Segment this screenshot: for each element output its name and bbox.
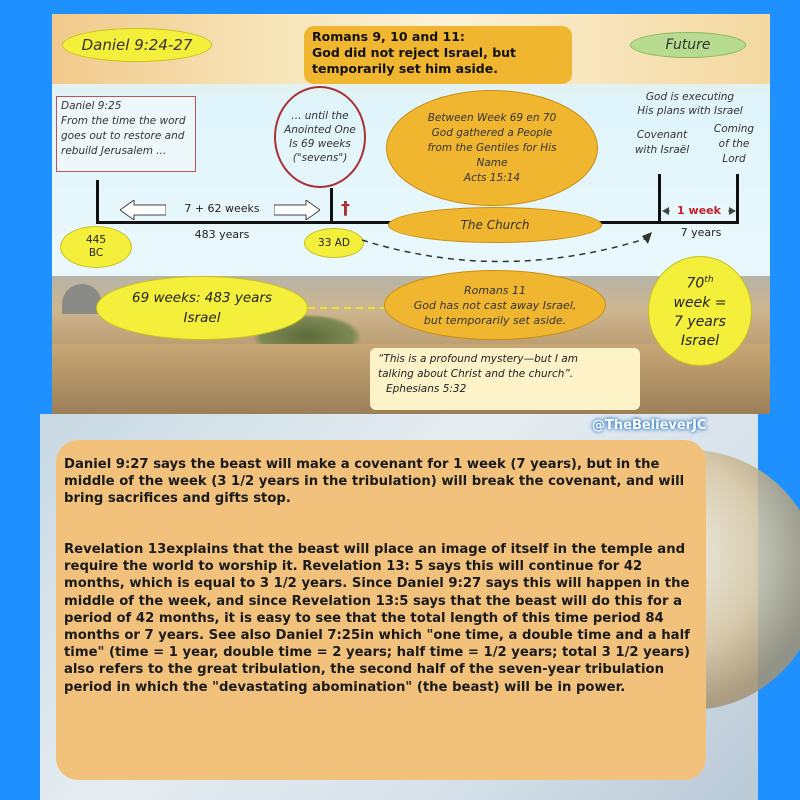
romans-header-line3: temporarily set him aside.: [312, 61, 498, 76]
executing-text: [620, 90, 760, 118]
coming-line3: Lord: [722, 153, 746, 165]
anointed-line2: Anointed One: [284, 124, 356, 136]
israel-line2: Israel: [183, 310, 221, 326]
week70-number: 70: [686, 275, 705, 292]
weeks-label: 7 + 62 weeks: [184, 202, 260, 215]
paragraph-covenant: Daniel 9:27 says the beast will make a covenant for 1 week (7 years), but in the middle of the week (3 1/2 years in the tribulation) will break the covenant, and will bring sacrifices and gifts stop.: [64, 457, 685, 507]
timeline-diagram: [52, 14, 770, 414]
daniel-925-box: [56, 96, 196, 172]
covenant-tick: [658, 174, 661, 224]
coming-text: [704, 122, 764, 167]
romans11-line1: Romans 11: [463, 283, 527, 297]
anointed-line1: ... until the: [291, 110, 349, 122]
romans-header-box: [304, 26, 572, 84]
future-label: Future: [665, 37, 711, 53]
israel-connector: [308, 304, 388, 312]
future-oval: [630, 32, 746, 58]
author-handle: @TheBelieverJC: [592, 418, 707, 433]
paragraph-revelation: Revelation 13explains that the beast will place an image of itself in the temple and require the world to worship it. Revelation 13: 5 says this will continue for 42 months, which is equal to 3 1/2 years. Since Daniel 9:27 says this will happen in the middle of the week, and since Revelation 13:5 says that the beast will do this for a period of 42 months, it is easy to see that the total length of this time period 84 months or 7 years. See also Daniel 7:25in which "one time, a double time and a half time" (time = 1 year, double time = 2 years; half time = 1/2 years; total 3 1/2 years) also refers to the great tribulation, the second half of the seven-year tribulation period in which the "devastating abomination" (the beast) will be in power.: [64, 542, 690, 695]
ephesians-quote-box: [370, 348, 640, 410]
week70-line1: [686, 271, 713, 294]
anointed-line3: Is 69 weeks: [289, 138, 351, 150]
years-label: 483 years: [194, 228, 250, 241]
gentiles-oval: [386, 90, 598, 206]
gentiles-line5: Acts 15:14: [463, 171, 521, 184]
church-dashed-arrow: [352, 224, 662, 274]
romans-header-line2: God did not reject Israel, but: [312, 45, 517, 60]
daniel-925-line4: rebuild Jerusalem ...: [61, 145, 167, 157]
covenant-text: [622, 128, 702, 158]
gentiles-line2: God gathered a People: [431, 126, 553, 139]
gentiles-line1: Between Week 69 en 70: [427, 111, 557, 124]
romans11-line3: but temporarily set aside.: [423, 313, 567, 327]
cross-icon: †: [341, 198, 350, 219]
romans11-line2: God has not cast away Israel,: [413, 298, 577, 312]
ad-date-label: 33 AD: [318, 237, 350, 249]
week70-oval: [648, 256, 752, 366]
week70-line4: Israel: [680, 332, 720, 349]
daniel-range-oval: [62, 28, 212, 62]
left-arrow-icon: [120, 200, 166, 220]
one-week-label: 1 week: [670, 204, 728, 217]
seven-years-label: 7 years: [680, 226, 722, 239]
daniel-925-line3: goes out to restore and: [61, 130, 185, 142]
daniel-range-label: Daniel 9:24-27: [81, 36, 193, 54]
romans-header-line1: Romans 9, 10 and 11:: [312, 29, 465, 44]
church-label: The Church: [460, 218, 530, 232]
coming-tick: [736, 174, 739, 224]
israel-line1: 69 weeks: 483 years: [131, 290, 273, 306]
executing-line1: God is executing: [645, 91, 735, 103]
start-date-oval: [60, 226, 132, 268]
romans11-oval: [384, 270, 606, 340]
coming-line2: of the: [718, 138, 750, 150]
daniel-925-line2: From the time the word: [61, 115, 186, 127]
covenant-line1: Covenant: [636, 129, 688, 141]
start-date-line1: 445: [85, 234, 107, 246]
gentiles-line4: Name: [476, 156, 508, 169]
ad-tick: [330, 188, 333, 224]
quote-line3: Ephesians 5:32: [386, 383, 467, 395]
week70-line3: 7 years: [674, 313, 726, 330]
covenant-line2: with Israël: [634, 144, 690, 156]
executing-line2: His plans with Israel: [637, 105, 743, 117]
week70-line2: week =: [673, 294, 727, 311]
anointed-circle: [274, 86, 366, 188]
right-arrow-icon: [274, 200, 320, 220]
start-date-line2: BC: [88, 247, 104, 259]
quote-line1: “This is a profound mystery—but I am: [378, 353, 578, 365]
quote-line2: talking about Christ and the church”.: [378, 368, 574, 380]
israel-oval: [96, 276, 308, 340]
gentiles-line3: from the Gentiles for His: [427, 141, 557, 154]
start-tick: [96, 180, 99, 224]
coming-line1: Coming: [713, 123, 755, 135]
week70-suffix: th: [704, 275, 714, 286]
daniel-925-line1: Daniel 9:25: [61, 100, 122, 112]
anointed-line4: ("sevens"): [292, 152, 348, 164]
